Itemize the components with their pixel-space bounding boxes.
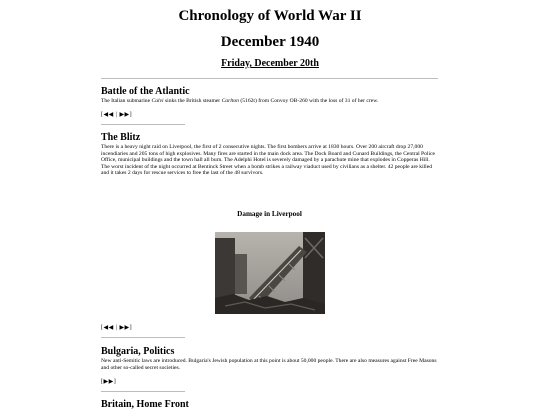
section-heading-blitz: The Blitz — [101, 132, 141, 143]
section-nav-blitz — [101, 324, 132, 331]
text-part: sinks the British steamer — [163, 98, 222, 104]
liverpool-damage-photo — [215, 232, 325, 314]
nav-bracket: ] — [129, 112, 133, 118]
section-text-blitz: There is a heavy night raid on Liverpool, the first of 2 consecutive nights. The first bombers arrive at 1830 hours. Over 200 aircraft drop 27,000 incendiaries and 205 tons of high explosives. Many fires are started in the main dock area. The Dock Board and Cunard Buildings, the Central Police Office, municipal buildings and the town hall all burn. The Adelphi Hotel is severely damaged by a parachute mine that explodes in Copperas Hill. The worst incident of the night occurred at Bentinck Street when a bomb strikes a railway viaduct used by civilians as a shelter. 42 people are killed and it takes 2 days for rescue services to free the last of the 48 survivors. — [101, 144, 436, 177]
nav-bracket: ] — [129, 325, 133, 331]
nav-bracket: [ — [101, 379, 104, 385]
section-divider — [101, 124, 185, 125]
section-divider — [101, 391, 185, 392]
previous-icon[interactable]: ◀◀ — [103, 325, 114, 331]
section-nav-atlantic — [101, 111, 132, 118]
nav-bracket: [ — [101, 325, 104, 331]
section-heading-bulgaria: Bulgaria, Politics — [101, 346, 175, 357]
text-part: The Italian submarine — [101, 98, 152, 104]
next-icon[interactable]: ▶▶ — [119, 112, 130, 118]
section-divider — [101, 337, 185, 338]
top-divider — [101, 78, 438, 79]
day-title: Friday, December 20th — [221, 58, 319, 69]
nav-bracket: [ — [101, 112, 104, 118]
nav-bracket: ] — [113, 379, 117, 385]
section-heading-britain: Britain, Home Front — [101, 399, 189, 410]
previous-icon[interactable]: ◀◀ — [103, 112, 114, 118]
next-icon[interactable]: ▶▶ — [119, 325, 130, 331]
photo-image — [215, 232, 325, 314]
text-part: (5162t) from Convoy OB-260 with the loss of 31 of her crew. — [238, 98, 379, 104]
section-text-atlantic — [101, 98, 438, 105]
next-icon[interactable]: ▶▶ — [103, 379, 114, 385]
month-title: December 1940 — [220, 34, 320, 50]
nav-separator: | — [115, 325, 118, 331]
section-text-bulgaria: New anti-Semitic laws are introduced. Bulgaria's Jewish population at this point is about 50,000 people. There are also measures against Free Masons and other so-called secret societies. — [101, 358, 437, 371]
ship-name: Carlton — [221, 98, 239, 104]
nav-separator: | — [115, 112, 118, 118]
section-heading-atlantic: Battle of the Atlantic — [101, 86, 190, 97]
section-nav-bulgaria — [101, 378, 116, 385]
ship-name: Calvi — [151, 98, 164, 104]
site-title: Chronology of World War II — [178, 8, 362, 24]
photo-caption: Damage in Liverpool — [237, 210, 302, 218]
